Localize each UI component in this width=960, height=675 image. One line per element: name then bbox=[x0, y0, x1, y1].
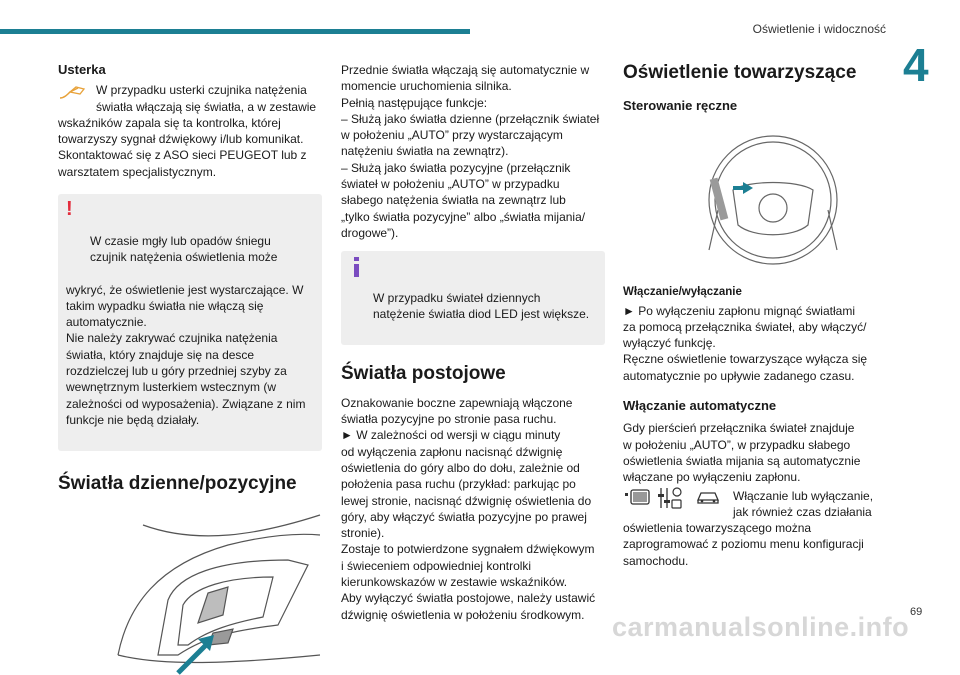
subsection-title-manual: Sterowanie ręczne bbox=[623, 98, 738, 113]
headlight-illustration bbox=[58, 505, 322, 675]
drl-intro-text: Przednie światła włączają się automatycznie w momencie uruchomienia silnika. Pełnią następujące funkcje: – Służą jako światła dzienne (przełącznik świateł w położeniu „AUTO” przy wystarczającym natężeniu światła na zewnątrz). – Służą jako światła pozycyjne (przełącznik świateł w położeniu „AUTO” w przypadku słabego natężenia światła na zewnątrz lub „tylko światła pozycyjne” albo „światła mijania/ drogowe”). bbox=[341, 63, 600, 240]
subsection-title-onoff: Włączanie/wyłączanie bbox=[623, 286, 742, 299]
watermark: carmanualsonline.info bbox=[612, 612, 910, 642]
header-accent-bar bbox=[0, 29, 470, 34]
usterka-paragraph: W przypadku usterki czujnika natężenia światła włączają się światła, a w zestawie bbox=[58, 82, 322, 115]
screen-menu-icon bbox=[623, 488, 651, 506]
page-number: 69 bbox=[910, 606, 923, 618]
usterka-text-rest: wskaźników zapala się ta kontrolka, której towarzyszy sygnał dźwiękowy i/lub komunikat. Skontaktować się z ASO sieci PEUGEOT lub z warsztatem specjalistycznym. bbox=[58, 115, 307, 179]
column-3 bbox=[623, 62, 893, 569]
parking-text: Oznakowanie boczne zapewniają włączone światła pozycyjne po stronie pasa ruchu. ► W zależności od wersji w ciągu minuty od wyłączenia zapłonu nacisnąć dźwignię oświetlenia do góry albo do dołu, zależnie od położenia pasa ruchu (przykład: parkując po lewej stronie, nacisnąć dźwignię oświetlenia do góry, aby włączyć światła pozycyjne po prawej stronie). Zostaje to potwierdzone sygnałem dźwiękowym i świeceniem odpowiedniej kontrolki kierunkowskazów w zestawie wskaźników. Aby wyłączyć światła postojowe, należy ustawić dźwignię oświetlenia w położeniu środkowym. bbox=[341, 395, 596, 622]
light-sensor-warning-icon bbox=[58, 85, 88, 101]
settings-sliders-icon bbox=[657, 486, 683, 510]
info-note: W przypadku świateł dziennych natężenie światła diod LED jest większe. bbox=[341, 251, 605, 344]
config-text-rest: oświetlenia towarzyszącego można zaprogramować z poziomu menu konfiguracji samochodu. bbox=[623, 521, 864, 568]
info-icon bbox=[350, 257, 364, 277]
section-title-usterka: Usterka bbox=[58, 62, 106, 77]
onoff-text: ► Po wyłączeniu zapłonu mignąć światłami za pomocą przełącznika świateł, aby włączyć/ wyłączyć funkcję. Ręczne oświetlenie towarzyszące wyłącza się automatycznie po upływie zadanego czasu. bbox=[623, 303, 868, 383]
warning-note: ! W czasie mgły lub opadów śniegu czujnik natężenia oświetlenia może wykryć, że oświetlenie jest wystarczające. W takim wypadku światła nie włączą się automatycznie. Nie należy zakrywać czujnika natężenia światła, który znajduje się na desce rozdzielczej lub u góry przedniej szyby za wewnętrznym lusterkiem wstecznym (w zależności od wyposażenia). Związane z nim funkcje nie będą działały. bbox=[58, 194, 322, 450]
section-title-drl: Światła dzienne/pozycyjne bbox=[58, 472, 297, 494]
section-title-parking: Światła postojowe bbox=[341, 362, 506, 384]
column-1 bbox=[58, 62, 322, 675]
subsection-title-auto: Włączanie automatyczne bbox=[623, 398, 777, 414]
warning-exclamation-icon: ! bbox=[66, 198, 73, 221]
column-2 bbox=[341, 62, 605, 623]
car-icon bbox=[695, 488, 721, 506]
header-title: Oświetlenie i widoczność bbox=[752, 22, 886, 36]
chapter-number: 4 bbox=[903, 39, 929, 91]
config-paragraph: Włączanie lub wyłączanie, jak również czas działania bbox=[623, 488, 893, 521]
steering-wheel-illustration bbox=[623, 120, 893, 270]
section-title-guide-me-home: Oświetlenie towarzyszące bbox=[623, 62, 857, 83]
auto-text: Gdy pierścień przełącznika świateł znajduje w położeniu „AUTO”, w przypadku słabego oświetlenia światła mijania są automatycznie włączane po wyłączeniu zapłonu. bbox=[623, 421, 861, 485]
